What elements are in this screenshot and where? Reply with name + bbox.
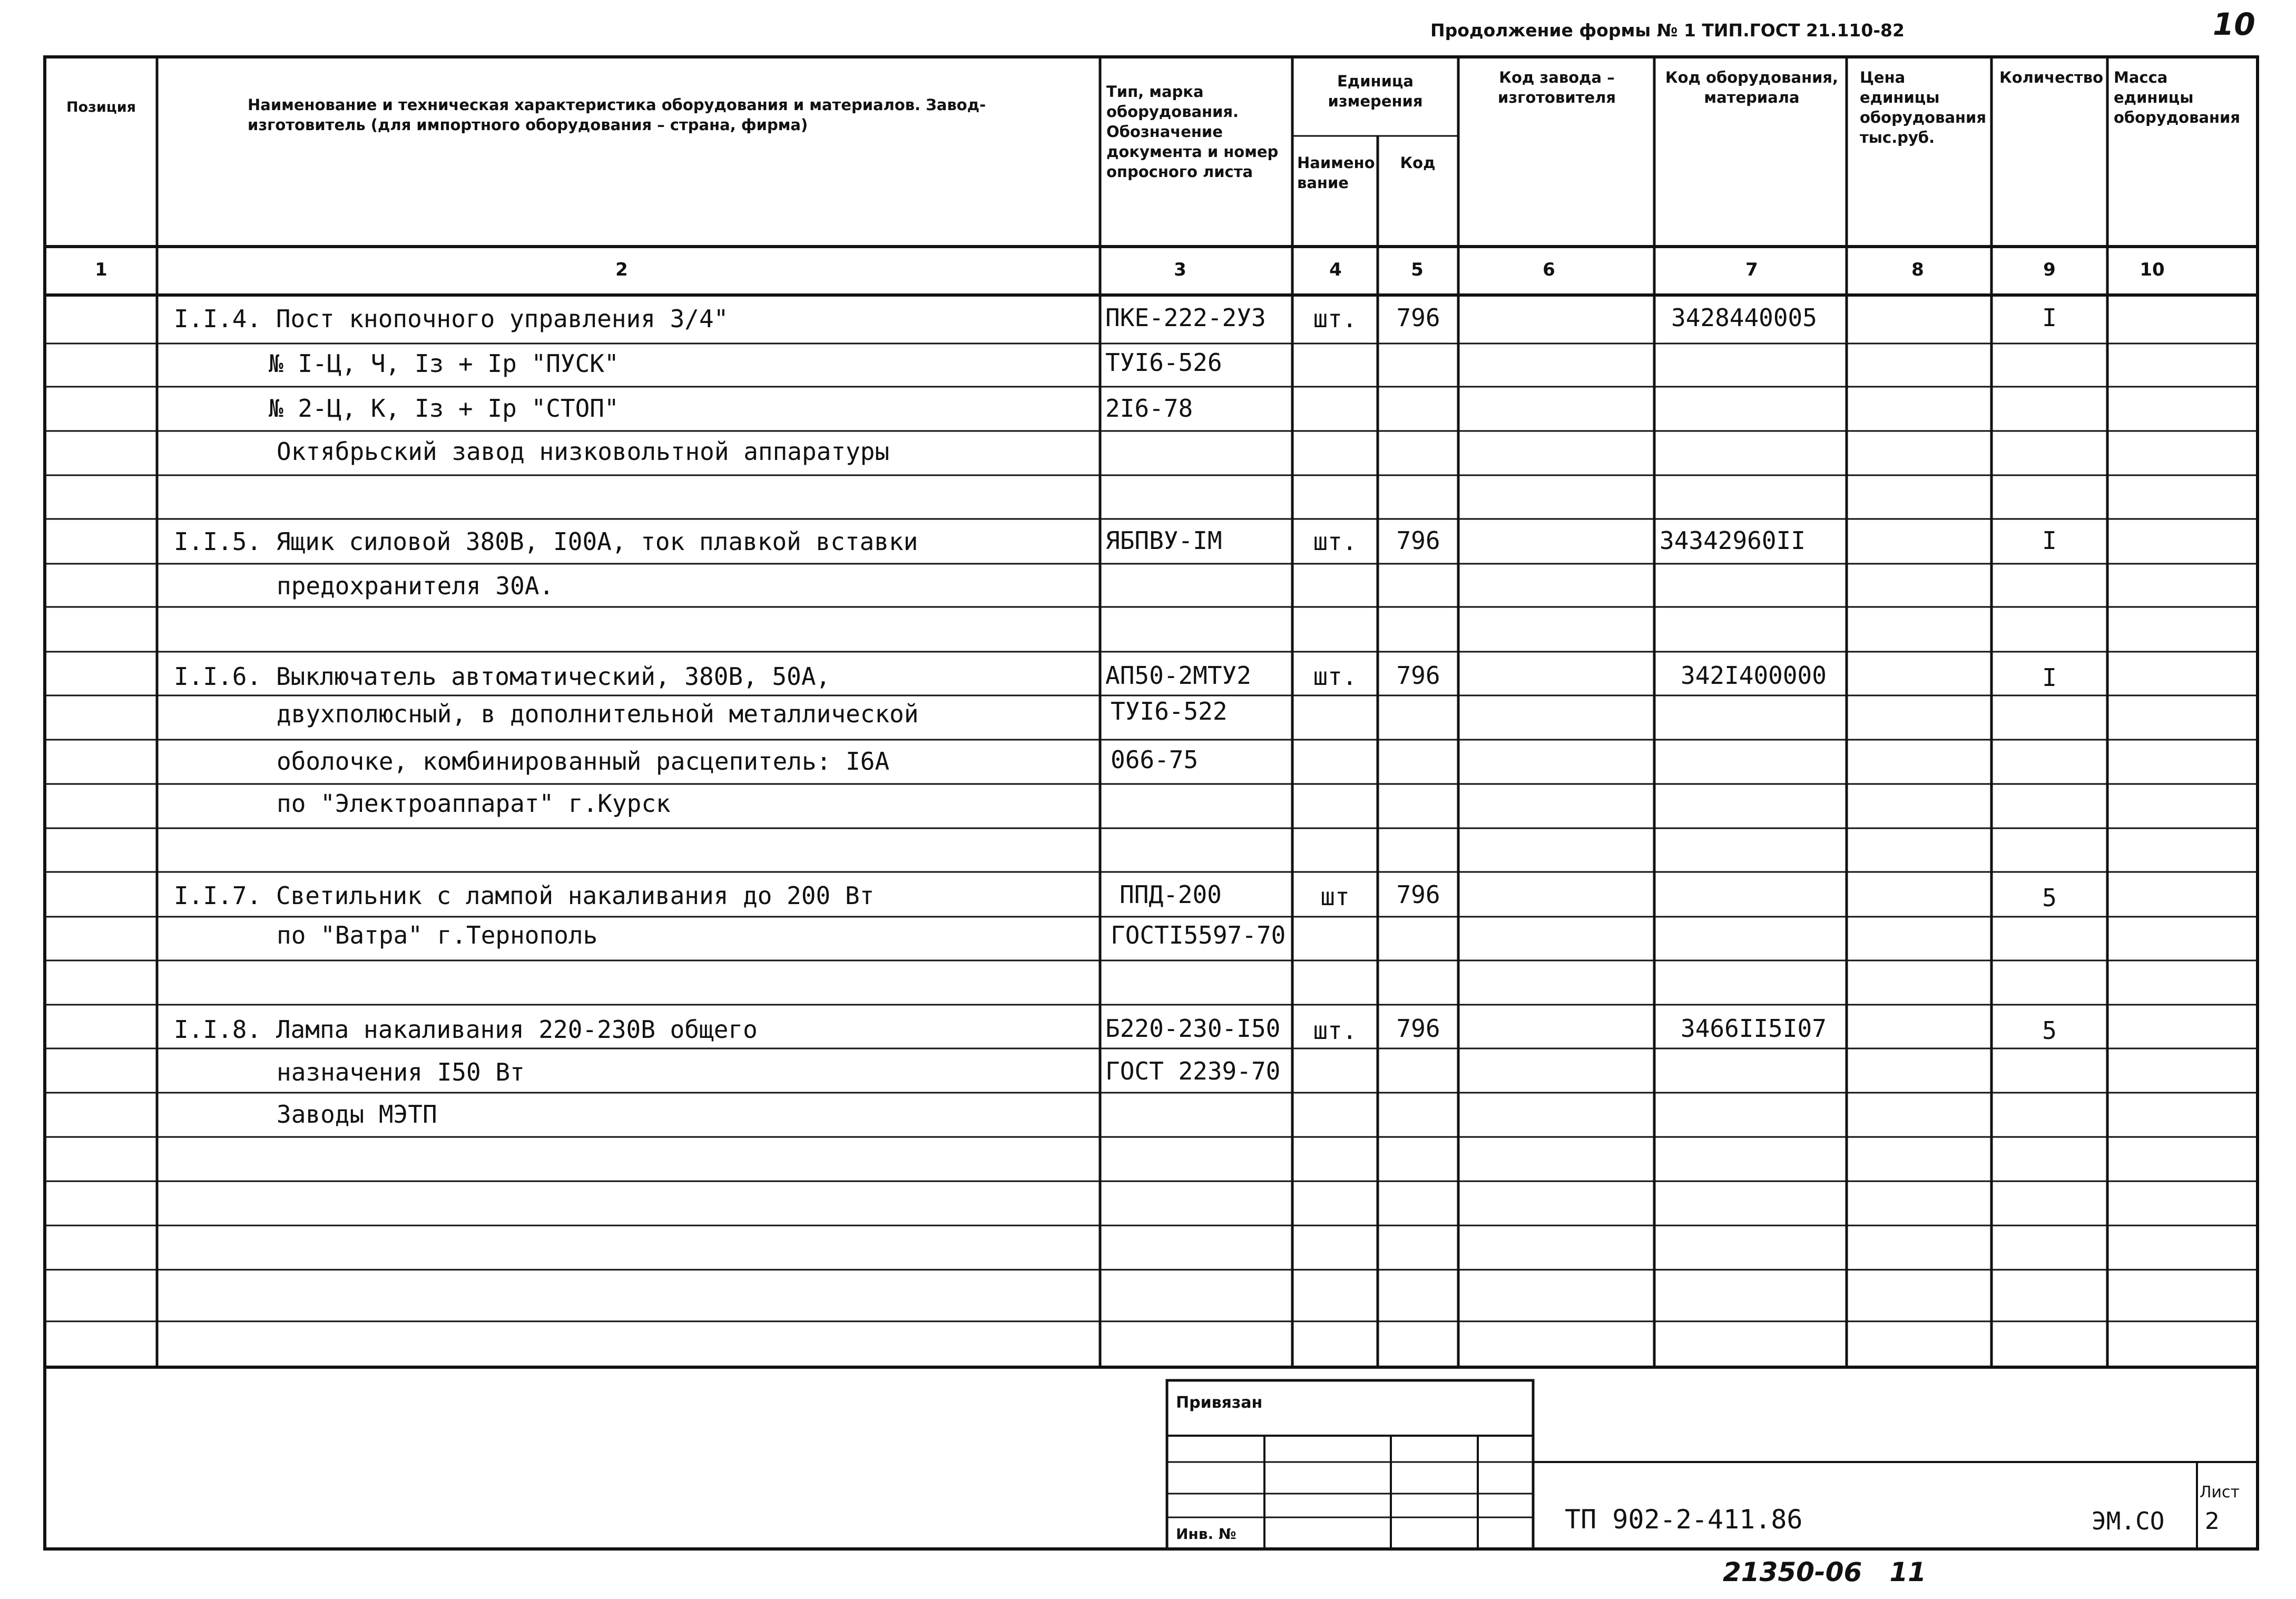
inventory-number-label: Инв. №	[1176, 1525, 1237, 1543]
colnum-5: 5	[1411, 259, 1424, 280]
row-unit: шт.	[1313, 527, 1357, 556]
header-type: Тип, марка оборудования. Обозначение документа и номер опросного листа	[1106, 83, 1279, 181]
row-type: АП50-2МТУ2	[1105, 661, 1251, 690]
row-name: по "Ватра" г.Тернополь	[277, 921, 598, 949]
row-type: ГОСТI5597-70	[1111, 921, 1286, 949]
sheet-label: Лист	[2200, 1483, 2240, 1502]
page-mark: 10	[2213, 6, 2255, 42]
header-unit-name: Наименование	[1297, 154, 1375, 192]
row-lines	[45, 344, 2258, 1321]
header-quantity: Количество	[1999, 68, 2104, 86]
header-name: Наименование и техническая характеристика оборудования и материалов. Завод-изготовитель (для импортного оборудования – страна, фирма)	[248, 96, 986, 134]
row-unit: шт.	[1313, 1016, 1357, 1045]
colnum-1: 1	[95, 259, 107, 280]
colnum-9: 9	[2043, 259, 2056, 280]
row-type: ПКЕ-222-2У3	[1105, 303, 1266, 332]
document-code: ТП 902-2-411.86	[1565, 1504, 1803, 1535]
bound-label: Привязан	[1176, 1394, 1263, 1412]
header-mass: Масса единицы оборудования	[2114, 68, 2241, 126]
row-name: назначения I50 Вт	[277, 1058, 525, 1086]
row-quantity: I	[2042, 663, 2057, 692]
row-name: предохранителя 30А.	[277, 572, 554, 600]
header-price: Цена единицы оборудования тыс.руб.	[1860, 68, 1987, 146]
header-unit: Единица измерения	[1328, 72, 1423, 110]
colnum-2: 2	[615, 259, 628, 280]
colnum-6: 6	[1543, 259, 1555, 280]
section-code: ЭМ.СО	[2092, 1507, 2165, 1535]
row-name: I.I.4. Пост кнопочного управления 3/4"	[174, 305, 729, 333]
row-type: ТУI6-522	[1111, 697, 1228, 725]
row-quantity: 5	[2042, 1016, 2057, 1045]
row-equipment-code: 3428440005	[1671, 303, 1817, 332]
header-factory-code: Код завода – изготовителя	[1498, 68, 1616, 106]
row-name: № I-Ц, Ч, Iз + Iр "ПУСК"	[269, 349, 619, 378]
row-name: по "Электроаппарат" г.Курск	[277, 789, 671, 818]
row-type: ЯБПВУ-IМ	[1105, 526, 1222, 555]
row-code: 796	[1396, 880, 1440, 909]
bottom-handwritten-note: 21350-06 11	[1723, 1557, 1927, 1587]
row-name: оболочке, комбинированный расцепитель: I6А	[277, 747, 890, 776]
row-type: ППД-200	[1120, 880, 1222, 909]
row-code: 796	[1396, 303, 1440, 332]
row-code: 796	[1396, 526, 1440, 555]
row-name: Октябрьский завод низковольтной аппаратуры	[277, 437, 890, 466]
row-code: 796	[1396, 661, 1440, 690]
row-unit: шт	[1320, 882, 1350, 911]
form-continuation-caption: Продолжение формы № 1 ТИП.ГОСТ 21.110-82	[1430, 20, 1905, 41]
row-quantity: 5	[2042, 884, 2057, 912]
row-code: 796	[1396, 1014, 1440, 1043]
row-type: ТУI6-526	[1105, 348, 1222, 377]
row-name: двухполюсный, в дополнительной металлической	[277, 700, 919, 728]
row-equipment-code: 3466II5I07	[1681, 1014, 1827, 1043]
colnum-7: 7	[1745, 259, 1758, 280]
header-equipment-code: Код оборудования, материала	[1665, 68, 1839, 106]
header-unit-code: Код	[1400, 154, 1436, 172]
row-equipment-code: 342I400000	[1681, 661, 1827, 690]
row-type: 066-75	[1111, 745, 1199, 774]
row-unit: шт.	[1313, 305, 1357, 333]
row-name: I.I.7. Светильник с лампой накаливания до 200 Вт	[174, 881, 875, 910]
row-type: ГОСТ 2239-70	[1105, 1057, 1281, 1085]
row-equipment-code: 34342960II	[1660, 526, 1806, 555]
colnum-3: 3	[1174, 259, 1186, 280]
row-unit: шт.	[1313, 662, 1357, 691]
row-type: Б220-230-I50	[1105, 1014, 1281, 1043]
row-name: № 2-Ц, К, Iз + Iр "СТОП"	[269, 394, 619, 423]
row-name: I.I.8. Лампа накаливания 220-230В общего	[174, 1015, 758, 1044]
row-name: I.I.5. Ящик силовой 380В, I00А, ток плавкой вставки	[174, 527, 918, 556]
colnum-8: 8	[1911, 259, 1924, 280]
row-quantity: I	[2042, 303, 2057, 332]
row-type: 2I6-78	[1105, 394, 1193, 423]
colnum-10: 10	[2140, 259, 2165, 280]
colnum-4: 4	[1329, 259, 1342, 280]
sheet-number: 2	[2205, 1508, 2220, 1535]
row-name: Заводы МЭТП	[277, 1100, 437, 1129]
row-quantity: I	[2042, 526, 2057, 555]
row-name: I.I.6. Выключатель автоматический, 380В, 50А,	[174, 662, 831, 691]
header-position: Позиция	[66, 99, 136, 115]
